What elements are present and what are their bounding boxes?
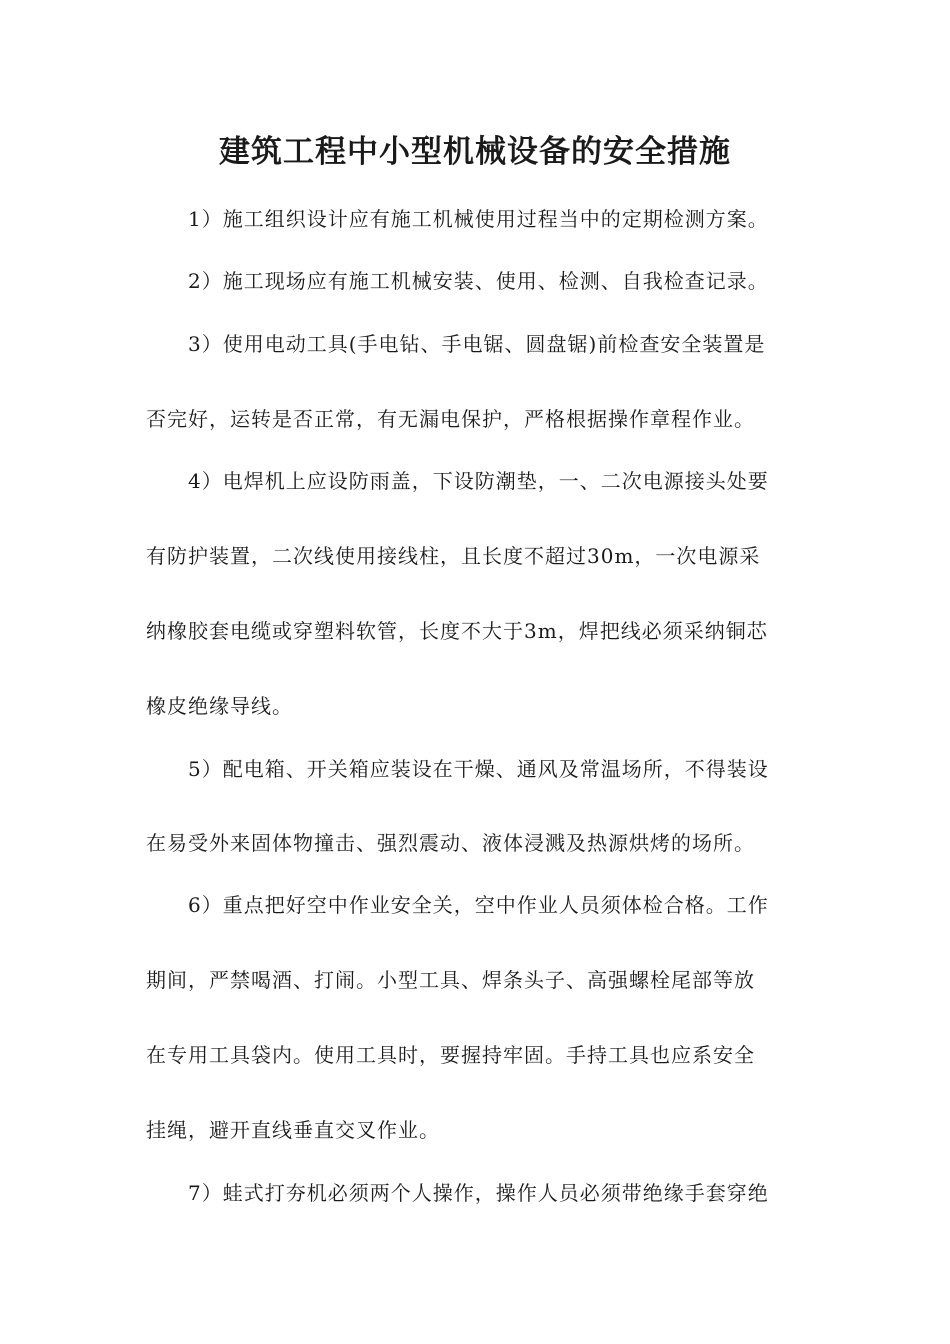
page-title: 建筑工程中小型机械设备的安全措施: [219, 134, 731, 170]
text-line-item-4: 4）电焊机上应设防雨盖，下设防潮垫，一、二次电源接头处要: [188, 469, 769, 493]
text-line-item-3-cont: 否完好，运转是否正常，有无漏电保护，严格根据操作章程作业。: [146, 407, 755, 431]
text-line-item-5: 5）配电箱、开关箱应装设在干燥、通风及常温场所，不得装设: [188, 757, 769, 781]
text-line-item-6-cont-3: 挂绳，避开直线垂直交叉作业。: [146, 1118, 440, 1142]
text-line-item-4-cont-2: 纳橡胶套电缆或穿塑料软管，长度不大于3m，焊把线必须采纳铜芯: [146, 619, 768, 643]
text-line-item-6-cont-2: 在专用工具袋内。使用工具时，要握持牢固。手持工具也应系安全: [146, 1043, 755, 1067]
text-line-item-5-cont: 在易受外来固体物撞击、强烈震动、液体浸溅及热源烘烤的场所。: [146, 831, 755, 855]
text-line-item-7: 7）蛙式打夯机必须两个人操作，操作人员必须带绝缘手套穿绝: [188, 1181, 769, 1205]
text-line-item-3: 3）使用电动工具(手电钻、手电锯、圆盘锯)前检查安全装置是: [188, 332, 766, 356]
text-line-item-1: 1）施工组织设计应有施工机械使用过程当中的定期检测方案。: [188, 207, 769, 231]
text-line-item-4-cont-1: 有防护装置，二次线使用接线柱，且长度不超过30m，一次电源采: [146, 544, 761, 568]
text-line-item-2: 2）施工现场应有施工机械安装、使用、检测、自我检查记录。: [188, 269, 769, 293]
text-line-item-6-cont-1: 期间，严禁喝酒、打闹。小型工具、焊条头子、高强螺栓尾部等放: [146, 968, 755, 992]
text-line-item-6: 6）重点把好空中作业安全关，空中作业人员须体检合格。工作: [188, 893, 769, 917]
text-line-item-4-cont-3: 橡皮绝缘导线。: [146, 694, 293, 718]
